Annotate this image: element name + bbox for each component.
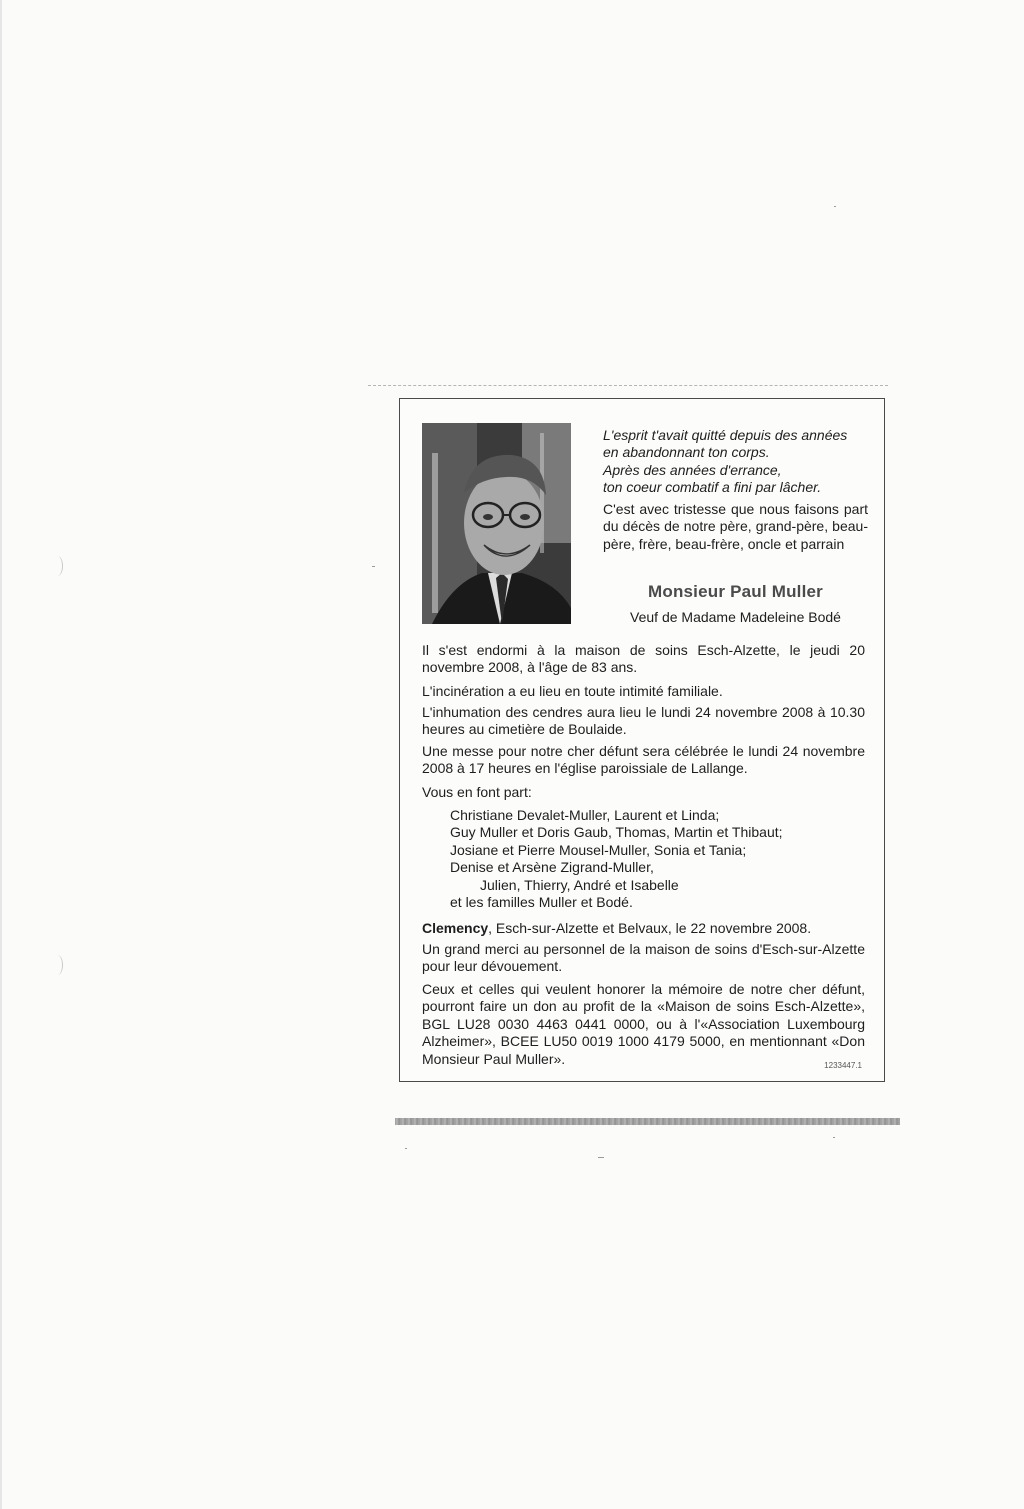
place-date-rest: , Esch-sur-Alzette et Belvaux, le 22 novembre 2008. [488, 920, 812, 936]
scan-speck [598, 1157, 604, 1158]
widow-line: Veuf de Madame Madeleine Bodé [630, 609, 841, 625]
scan-speck [372, 566, 375, 567]
family-line: Denise et Arsène Zigrand-Muller, [450, 859, 654, 876]
scan-edge [0, 0, 2, 1509]
passing-paragraph: Il s'est endormi à la maison de soins Esch-Alzette, le jeudi 20 novembre 2008, à l'âge de 83 ans. [422, 642, 865, 676]
family-line: Guy Muller et Doris Gaub, Thomas, Martin et Thibaut; [450, 824, 783, 841]
memorial-poem [603, 427, 873, 496]
scan-speck [833, 1137, 835, 1138]
scan-speck [405, 1148, 407, 1149]
scan-speck [834, 206, 836, 207]
clipping-bottom-rule [395, 1118, 900, 1125]
family-list [450, 807, 870, 911]
interment-paragraph: L'inhumation des cendres aura lieu le lundi 24 novembre 2008 à 10.30 heures au cimetière de Boulaide. [422, 704, 865, 738]
place-name: Clemency [422, 920, 489, 936]
family-line: Josiane et Pierre Mousel-Muller, Sonia et Tania; [450, 841, 747, 858]
family-line: et les familles Muller et Bodé. [450, 894, 633, 911]
family-line: Christiane Devalet-Muller, Laurent et Linda; [450, 807, 720, 823]
thanks-paragraph: Un grand merci au personnel de la maison de soins d'Esch-sur-Alzette pour leur dévouement. [422, 941, 865, 975]
deceased-name: Monsieur Paul Muller [648, 582, 823, 601]
cremation-paragraph: L'incinération a eu lieu en toute intimité familiale. [422, 683, 723, 699]
poem-line: en abandonnant ton corps. [603, 444, 770, 461]
clipping-top-rule [368, 385, 888, 386]
donation-paragraph: Ceux et celles qui veulent honorer la mémoire de notre cher défunt, pourront faire un don au profit de la «Maison de soins Esch-Alzette», BGL LU28 0030 4463 0441 0000, ou à l'«Association Luxembourg Alzheimer», BCEE LU50 0019 1000 4179 5000, en mentionnant «Don Monsieur Paul Muller». [422, 981, 865, 1067]
binder-hole-mark-bottom [52, 955, 63, 975]
poem-line: L'esprit t'avait quitté depuis des années [603, 427, 848, 443]
mass-paragraph: Une messe pour notre cher défunt sera célébrée le lundi 24 novembre 2008 à 17 heures en l'église paroissiale de Lallange. [422, 743, 865, 777]
portrait-illustration [422, 423, 571, 624]
announcers-heading: Vous en font part: [422, 784, 532, 800]
poem-line: Après des années d'errance, [603, 461, 782, 478]
family-line: Julien, Thierry, André et Isabelle [480, 876, 679, 893]
place-date-line [422, 920, 865, 937]
binder-hole-mark-top [52, 556, 63, 576]
obituary-notice [399, 398, 885, 1082]
portrait-photo [422, 423, 571, 624]
announcement-intro: C'est avec tristesse que nous faisons part du décès de notre père, grand-père, beau-père, frère, beau-frère, oncle et parrain [603, 501, 868, 552]
poem-line: ton coeur combatif a fini par lâcher. [603, 478, 822, 495]
reference-number: 1233447.1 [824, 1061, 862, 1070]
